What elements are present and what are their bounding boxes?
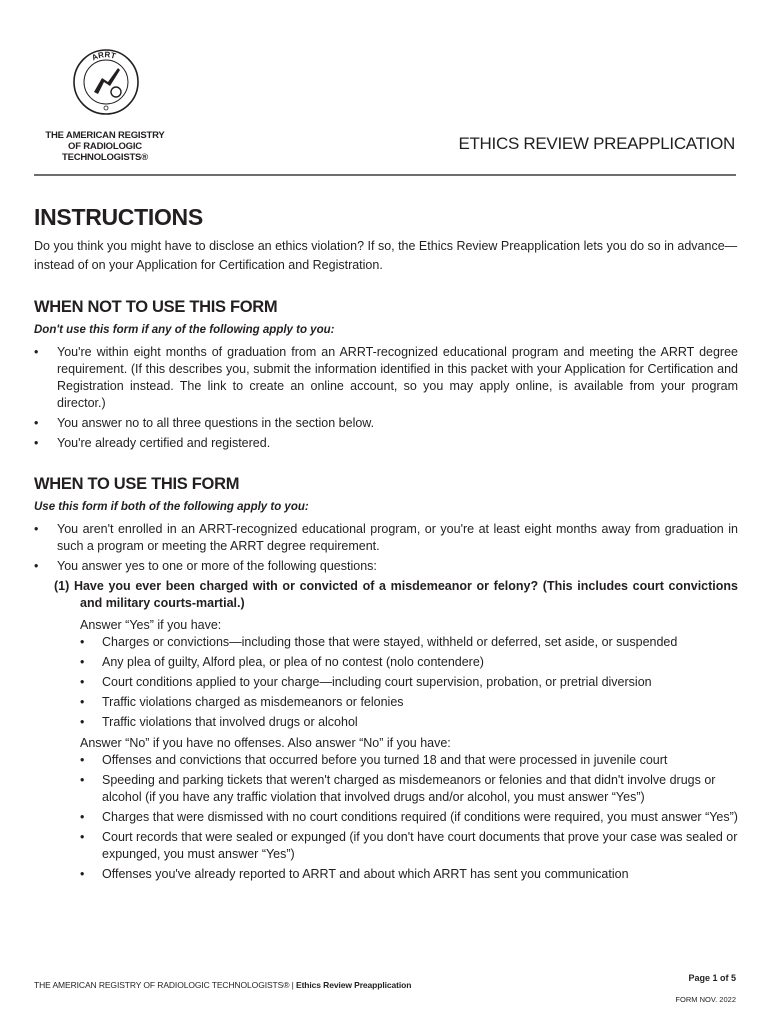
no-list — [80, 752, 738, 883]
when-heading: WHEN TO USE THIS FORM — [34, 475, 240, 493]
footer-doc-name: Ethics Review Preapplication — [296, 980, 412, 990]
list-item — [80, 829, 738, 863]
org-line-1: THE AMERICAN REGISTRY — [45, 130, 165, 141]
list-item-text: Speeding and parking tickets that weren't charged as misdemeanors or felonies and that didn't involve drugs or alcohol (if you have any traffic violation that involved drugs and/or alcohol, you must answer “Yes”) — [102, 773, 716, 804]
bullet: • — [80, 635, 85, 649]
list-item-text: Court records that were sealed or expunged (if you don't have court documents that prove your case was sealed or expunged, you must answer “Yes”) — [102, 830, 738, 861]
header-divider — [34, 174, 736, 176]
bullet: • — [34, 436, 39, 450]
bullet: • — [34, 345, 39, 359]
footer-org-name: THE AMERICAN REGISTRY OF RADIOLOGIC TECHNOLOGISTS® | — [34, 980, 294, 990]
org-line-3: TECHNOLOGISTS® — [61, 152, 148, 163]
list-item — [80, 674, 738, 691]
when-not-heading: WHEN NOT TO USE THIS FORM — [34, 298, 278, 316]
list-item-text: You aren't enrolled in an ARRT-recognized educational program, or you're at least eight months away from graduation in such a program or meeting the ARRT degree requirement. — [57, 522, 738, 553]
question-number: (1) — [54, 579, 70, 593]
org-line-2: OF RADIOLOGIC — [68, 141, 142, 152]
list-item — [80, 634, 738, 651]
list-item-text: Charges or convictions—including those that were stayed, withheld or deferred, set aside, or suspended — [102, 635, 678, 649]
main-content — [34, 203, 738, 886]
list-item-text: Court conditions applied to your charge—including court supervision, probation, or pretrial diversion — [102, 675, 652, 689]
bullet: • — [80, 695, 85, 709]
list-item-text: Charges that were dismissed with no court conditions required (if conditions were required, you must answer “Yes”) — [102, 810, 738, 824]
list-item-text: You're already certified and registered. — [57, 436, 271, 450]
when-list — [34, 521, 738, 575]
list-item — [80, 866, 738, 883]
question-text: Have you ever been charged with or convicted of a misdemeanor or felony? (This includes court convictions and military courts-martial.) — [73, 579, 738, 610]
list-item-text: Traffic violations charged as misdemeanors or felonies — [102, 695, 404, 709]
list-item-text: You're within eight months of graduation from an ARRT-recognized educational program and meeting the ARRT degree requirement. (If this describes you, submit the information identified in this packet with your Application for Certification and Registration instead. The link to create an online account, so you may apply online, is available from your program director.) — [57, 345, 738, 410]
bullet: • — [80, 773, 85, 787]
yes-intro: Answer “Yes” if you have: — [80, 618, 222, 632]
list-item — [80, 714, 738, 731]
list-item — [80, 694, 738, 711]
list-item — [34, 558, 738, 575]
when-subtitle: Use this form if both of the following apply to you: — [34, 501, 309, 513]
bullet: • — [80, 655, 85, 669]
bullet: • — [34, 559, 39, 573]
bullet: • — [34, 416, 39, 430]
page-number: Page 1 of 5 — [688, 973, 736, 983]
list-item — [80, 654, 738, 671]
bullet: • — [80, 715, 85, 729]
bullet: • — [80, 867, 85, 881]
bullet: • — [34, 522, 39, 536]
yes-list — [80, 634, 738, 731]
list-item-text: Offenses you've already reported to ARRT and about which ARRT has sent you communication — [102, 867, 629, 881]
seal-text: ARRT — [90, 50, 117, 63]
list-item — [80, 752, 738, 769]
no-intro: Answer “No” if you have no offenses. Also answer “No” if you have: — [80, 736, 451, 750]
when-not-subtitle: Don't use this form if any of the following apply to you: — [34, 324, 335, 336]
list-item — [34, 344, 738, 412]
list-item — [34, 435, 738, 452]
list-item — [80, 772, 738, 806]
instructions-intro: Do you think you might have to disclose an ethics violation? If so, the Ethics Review Preapplication lets you do so in advance—instead of on your Application for Certification and Registration. — [34, 239, 738, 272]
list-item-text: Offenses and convictions that occurred before you turned 18 and that were processed in juvenile court — [102, 753, 668, 767]
when-not-list — [34, 344, 738, 452]
list-item-text: You answer yes to one or more of the following questions: — [57, 559, 377, 573]
bullet: • — [80, 810, 85, 824]
arrt-seal-logo — [72, 48, 140, 116]
list-item-text: You answer no to all three questions in the section below. — [57, 416, 375, 430]
footer-org — [34, 980, 411, 990]
list-item-text: Any plea of guilty, Alford plea, or plea of no contest (nolo contendere) — [102, 655, 484, 669]
question-1 — [54, 578, 738, 612]
list-item-text: Traffic violations that involved drugs or alcohol — [102, 715, 358, 729]
bullet: • — [80, 830, 85, 844]
list-item — [34, 521, 738, 555]
instructions-heading: INSTRUCTIONS — [34, 204, 203, 230]
document-title: ETHICS REVIEW PREAPPLICATION — [458, 134, 735, 153]
list-item — [34, 415, 738, 432]
bullet: • — [80, 675, 85, 689]
form-date: FORM NOV. 2022 — [675, 995, 736, 1004]
list-item — [80, 809, 738, 826]
bullet: • — [80, 753, 85, 767]
organization-name — [40, 130, 170, 163]
